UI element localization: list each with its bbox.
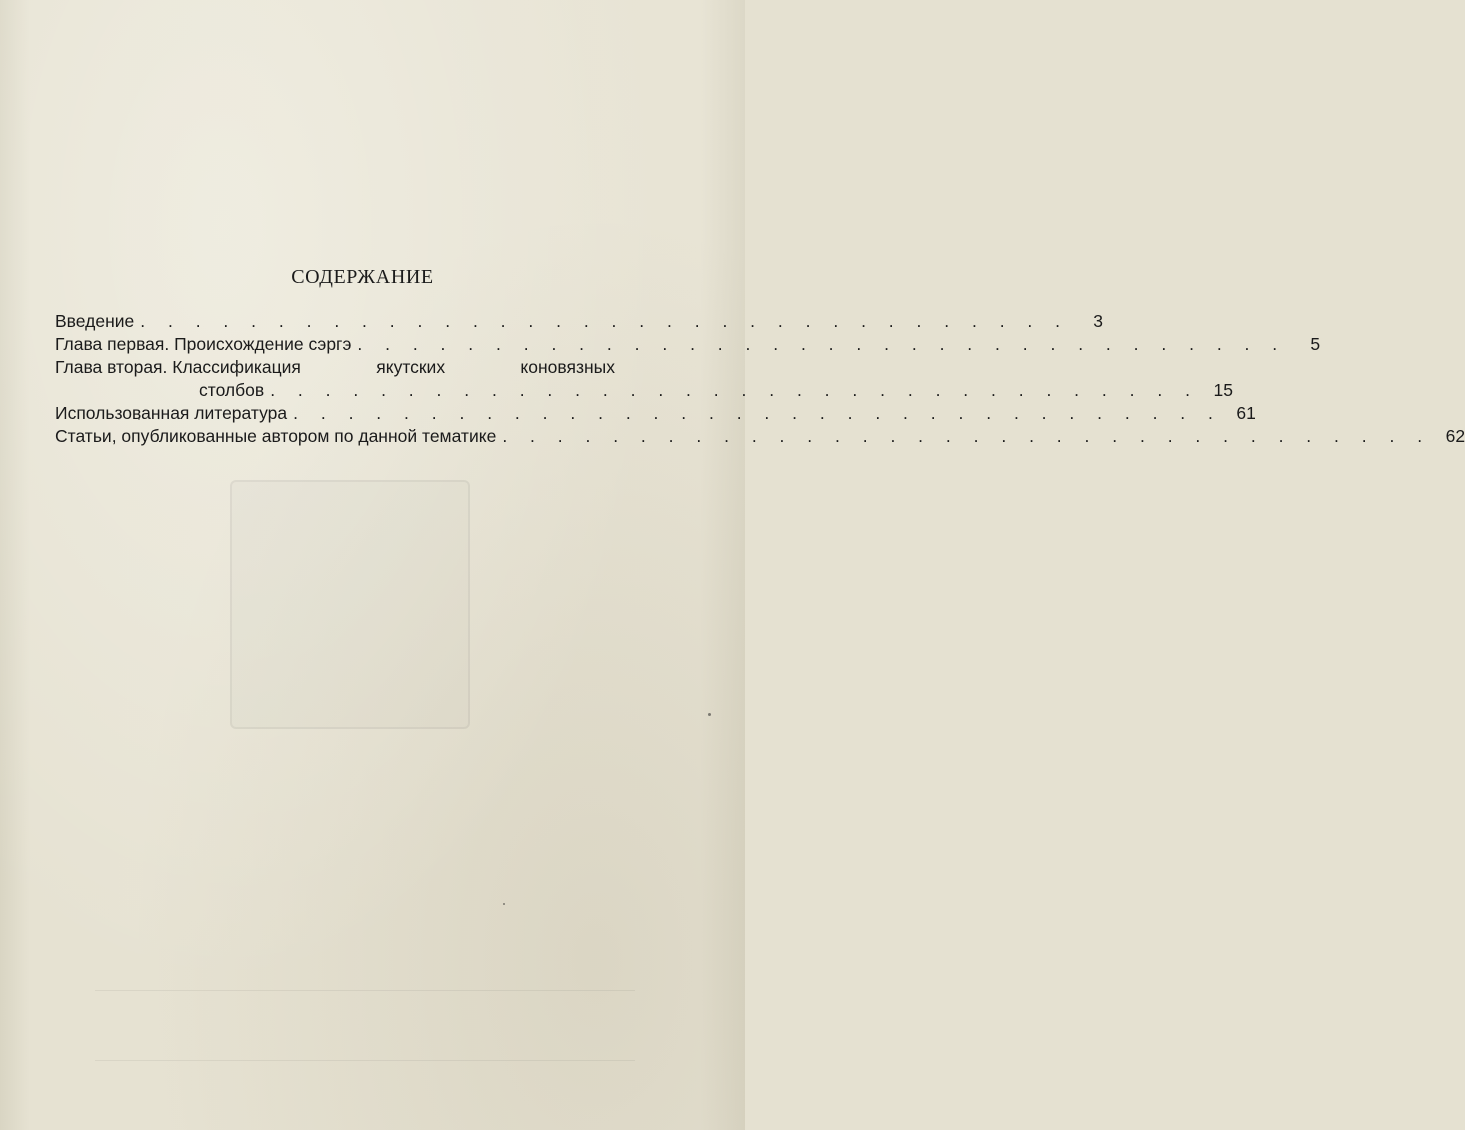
bleed-through-rule [95, 1060, 635, 1061]
toc-leader-dots: . . . . . . . . . . . . . . . . . . . . . . . . . . . . . . . . . . [270, 380, 1199, 400]
toc-entry-page: 3 [1093, 311, 1104, 331]
toc-entry-title: Использованная литература [55, 403, 288, 423]
toc-entry[interactable] [55, 402, 1256, 425]
bleed-through-image [230, 480, 470, 729]
toc-entry[interactable] [55, 310, 1104, 333]
toc-entry-title-line-1 [55, 356, 615, 379]
toc-entry-title-part: якутских [376, 357, 446, 377]
toc-entry[interactable] [55, 425, 1465, 448]
toc-entry-title-part: коновязных [520, 357, 615, 377]
toc-entry-page: 5 [1310, 334, 1321, 354]
toc-entry-title: Глава первая. Происхождение сэргэ [55, 334, 352, 354]
dust-speck [708, 713, 711, 716]
toc-entry[interactable] [55, 333, 1321, 356]
toc-entry-title-line-2 [55, 379, 1233, 402]
dust-speck [503, 903, 505, 905]
toc-entry[interactable] [55, 356, 1233, 402]
toc-entry-page: 61 [1236, 403, 1256, 423]
toc-leader-dots: . . . . . . . . . . . . . . . . . . . . . . . . . . . . . . . . . . [502, 426, 1432, 446]
toc-entry-title: Введение [55, 311, 135, 331]
table-of-contents [55, 310, 1465, 448]
toc-leader-dots: . . . . . . . . . . . . . . . . . . . . . . . . . . . . . . . . . . [140, 311, 1070, 331]
toc-leader-dots: . . . . . . . . . . . . . . . . . . . . . . . . . . . . . . . . . . [293, 403, 1222, 423]
toc-entry-title-part: Глава вторая. Классификация [55, 357, 301, 377]
toc-entry-title: столбов [199, 380, 265, 400]
toc-entry-page: 62 [1445, 426, 1465, 446]
bleed-through-rule [95, 990, 635, 991]
toc-entry-page: 15 [1213, 380, 1233, 400]
contents-heading: СОДЕРЖАНИЕ [291, 266, 434, 288]
toc-entry-title: Статьи, опубликованные автором по данной тематике [55, 426, 497, 446]
toc-leader-dots: . . . . . . . . . . . . . . . . . . . . . . . . . . . . . . . . . . [357, 334, 1287, 354]
